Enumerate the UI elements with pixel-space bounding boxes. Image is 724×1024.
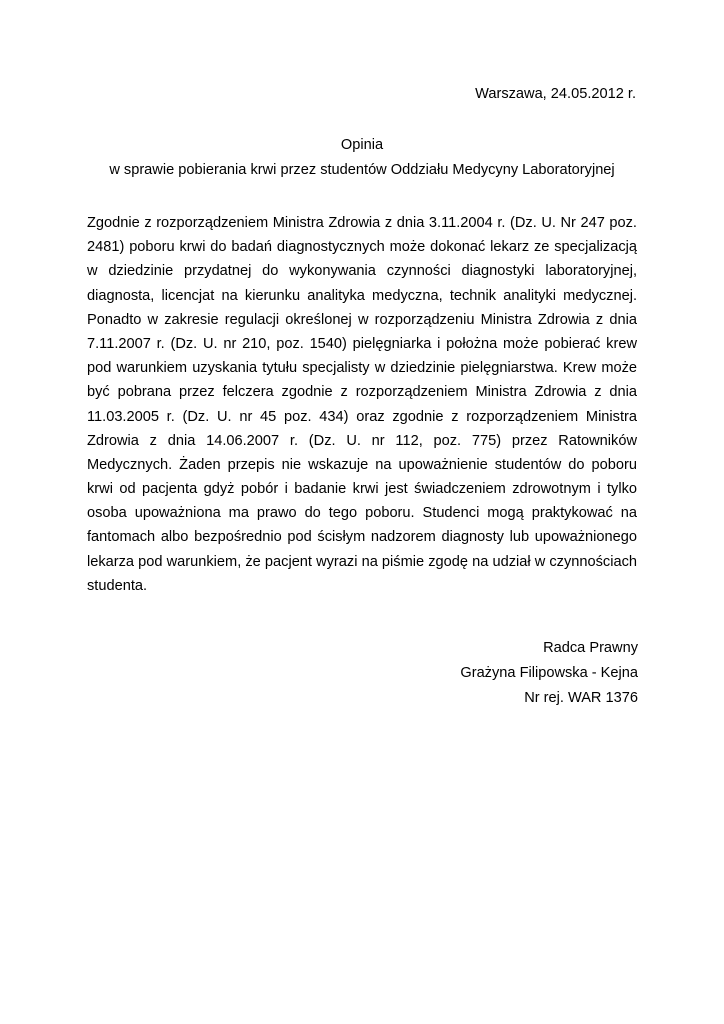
signature-registration: Nr rej. WAR 1376	[524, 690, 638, 706]
document-body	[87, 211, 637, 598]
body-line: w dziedzinie przydatnej do wykonywania czynności diagnostyki laboratoryjnej,	[87, 263, 637, 280]
document-date: Warszawa, 24.05.2012 r.	[475, 86, 636, 102]
body-line: Zdrowia z dnia 14.06.2007 r. (Dz. U. nr 112, poz. 775) przez Ratowników	[87, 432, 637, 449]
body-line: fantomach albo bezpośrednio pod ścisłym nadzorem diagnosty lub upoważnionego	[87, 529, 637, 546]
body-line: diagnosta, licencjat na kierunku analityka medyczna, technik analityki medycznej.	[87, 287, 637, 304]
signature-block	[460, 636, 638, 711]
body-line: 11.03.2005 r. (Dz. U. nr 45 poz. 434) oraz zgodnie z rozporządzeniem Ministra	[87, 408, 637, 425]
body-line: pod warunkiem uzyskania tytułu specjalisty w dziedzinie pielęgniarstwa. Krew może	[87, 360, 637, 377]
body-line: krwi od pacjenta gdyż pobór i badanie krwi jest świadczeniem zdrowotnym i tylko	[87, 481, 637, 498]
signature-name: Grażyna Filipowska - Kejna	[460, 665, 638, 681]
body-line: lekarza pod warunkiem, że pacjent wyrazi na piśmie zgodę na udział w czynnościach	[87, 553, 637, 570]
signature-role: Radca Prawny	[543, 640, 638, 656]
document-title: Opinia	[340, 137, 384, 153]
body-line: Ponadto w zakresie regulacji określonej w rozporządzeniu Ministra Zdrowia z dnia	[87, 311, 637, 328]
body-line: być pobrana przez felczera zgodnie z rozporządzeniem Ministra Zdrowia z dnia	[87, 384, 637, 401]
body-line: osoba upoważniona ma prawo do tego poboru. Studenci mogą praktykować na	[87, 505, 637, 522]
body-line: 2481) poboru krwi do badań diagnostycznych może dokonać lekarz ze specjalizacją	[87, 239, 637, 256]
body-line: studenta.	[87, 577, 148, 594]
body-line: 7.11.2007 r. (Dz. U. nr 210, poz. 1540) pielęgniarka i położna może pobierać krew	[87, 335, 637, 352]
body-line: Zgodnie z rozporządzeniem Ministra Zdrowia z dnia 3.11.2004 r. (Dz. U. Nr 247 poz.	[87, 215, 637, 231]
document-subtitle: w sprawie pobierania krwi przez studentów Oddziału Medycyny Laboratoryjnej	[109, 162, 615, 178]
body-line: Medycznych. Żaden przepis nie wskazuje na upoważnienie studentów do poboru	[87, 456, 637, 473]
